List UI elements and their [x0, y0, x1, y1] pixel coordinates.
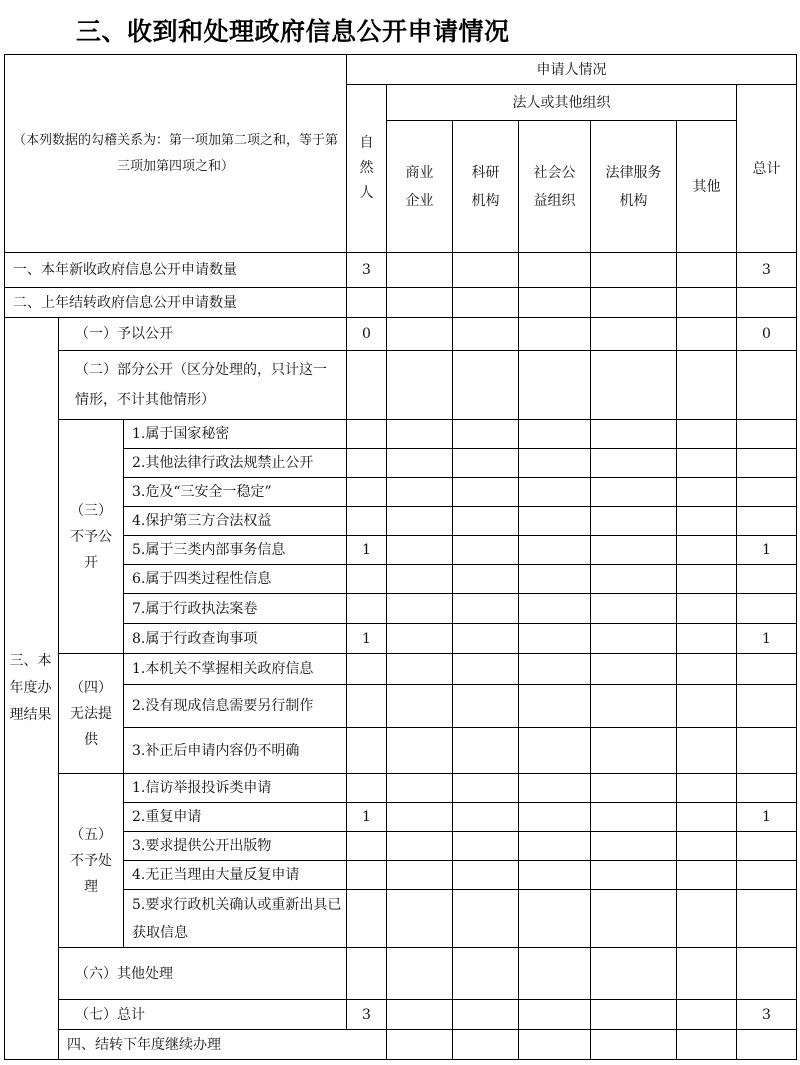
row-label: （六）其他处理 [59, 948, 347, 1000]
row-label: 3.补正后申请内容仍不明确 [124, 728, 347, 774]
cell-natural: 1 [347, 803, 387, 832]
cell-natural [347, 507, 387, 536]
row-label: 4.保护第三方合法权益 [124, 507, 347, 536]
row-label: 4.无正当理由大量反复申请 [124, 861, 347, 890]
row-label: 2.重复申请 [124, 803, 347, 832]
table-row [5, 624, 797, 654]
table-row [5, 832, 797, 861]
row-label: （二）部分公开（区分处理的，只计这一情形，不计其他情形） [59, 351, 347, 420]
row-label: 6.属于四类过程性信息 [124, 565, 347, 594]
cell-total: 1 [737, 803, 797, 832]
cell-total: 1 [737, 624, 797, 654]
cell-total [737, 861, 797, 890]
cell-total: 3 [737, 1000, 797, 1030]
row-label: 四、结转下年度继续办理 [59, 1030, 387, 1060]
header-other: 其他 [677, 121, 737, 253]
table-row [5, 1030, 797, 1060]
table-row [5, 803, 797, 832]
table-row [5, 565, 797, 594]
header-note: （本列数据的勾稽关系为：第一项加第二项之和，等于第三项加第四项之和） [5, 55, 347, 253]
cell-total [737, 420, 797, 449]
table-row [5, 1000, 797, 1030]
row-label: 一、本年新收政府信息公开申请数量 [5, 253, 347, 288]
cell-total [737, 832, 797, 861]
cell-natural: 1 [347, 624, 387, 654]
table-row [5, 449, 797, 478]
table-row [5, 861, 797, 890]
cell-total [737, 594, 797, 624]
table-row [5, 685, 797, 728]
cell-total [737, 890, 797, 948]
header-natural-person: 自然人 [347, 85, 387, 253]
row-label: 2.没有现成信息需要另行制作 [124, 685, 347, 728]
cell-total [737, 507, 797, 536]
cell-natural [347, 565, 387, 594]
header-public-welfare: 社会公益组织 [519, 121, 591, 253]
header-applicant: 申请人情况 [347, 55, 797, 85]
cell-total [737, 449, 797, 478]
header-legal-service: 法律服务机构 [591, 121, 677, 253]
cell-natural [347, 832, 387, 861]
unable-label: （四）无法提供 [59, 654, 124, 774]
row-label: 5.要求行政机关确认或重新出具已获取信息 [124, 890, 347, 948]
row-label: 8.属于行政查询事项 [124, 624, 347, 654]
table-row [5, 890, 797, 948]
table-row [5, 774, 797, 803]
cell-total: 1 [737, 536, 797, 565]
cell-natural [347, 478, 387, 507]
cell-total [737, 565, 797, 594]
header-total: 总计 [737, 85, 797, 253]
table-row [5, 420, 797, 449]
table-row [5, 351, 797, 420]
table-row [5, 507, 797, 536]
row-label: 5.属于三类内部事务信息 [124, 536, 347, 565]
cell-natural [347, 890, 387, 948]
table-row [5, 948, 797, 1000]
cell-natural [347, 594, 387, 624]
header-research: 科研机构 [453, 121, 519, 253]
row-label: （一）予以公开 [59, 318, 347, 351]
cell-natural: 1 [347, 536, 387, 565]
table-row [5, 654, 797, 685]
row-label: 二、上年结转政府信息公开申请数量 [5, 288, 347, 318]
cell-total: 0 [737, 318, 797, 351]
table-row [5, 728, 797, 774]
cell-natural [347, 449, 387, 478]
disclosure-table [4, 54, 797, 1060]
row-label: 3.要求提供公开出版物 [124, 832, 347, 861]
table-row [5, 318, 797, 351]
row-label: （七）总计 [59, 1000, 347, 1030]
results-group-label: 三、本年度办理结果 [5, 318, 59, 1060]
header-legal-group: 法人或其他组织 [387, 85, 737, 121]
cell-natural [347, 774, 387, 803]
row-label: 1.属于国家秘密 [124, 420, 347, 449]
cell-natural: 0 [347, 318, 387, 351]
header-business: 商业企业 [387, 121, 453, 253]
row-label: 1.本机关不掌握相关政府信息 [124, 654, 347, 685]
table-row [5, 536, 797, 565]
cell-natural: 3 [347, 1000, 387, 1030]
table-row [5, 253, 797, 288]
row-label: 3.危及“三安全一稳定” [124, 478, 347, 507]
page-title: 三、收到和处理政府信息公开申请情况 [76, 17, 510, 46]
row-label: 1.信访举报投诉类申请 [124, 774, 347, 803]
not-processed-label: （五）不予处理 [59, 774, 124, 948]
cell-natural [347, 420, 387, 449]
cell-total: 3 [737, 253, 797, 288]
cell-natural [347, 861, 387, 890]
cell-total [737, 774, 797, 803]
table-row [5, 288, 797, 318]
row-label: 7.属于行政执法案卷 [124, 594, 347, 624]
cell-natural: 3 [347, 253, 387, 288]
row-label: 2.其他法律行政法规禁止公开 [124, 449, 347, 478]
not-disclosed-label: （三）不予公开 [59, 420, 124, 654]
cell-total [737, 478, 797, 507]
table-row [5, 478, 797, 507]
table-row [5, 594, 797, 624]
